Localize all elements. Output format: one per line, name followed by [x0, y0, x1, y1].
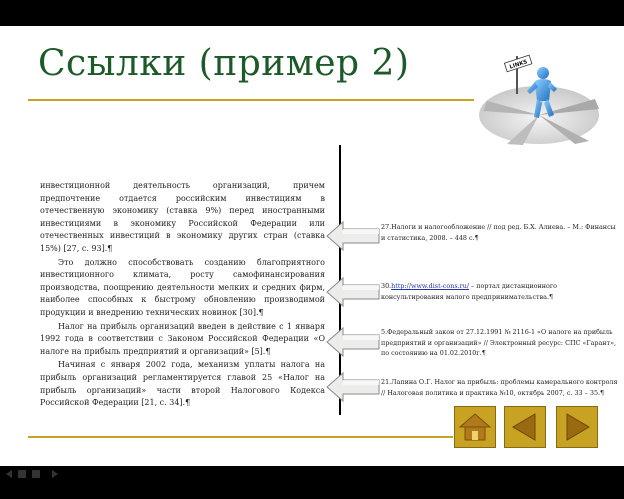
- bottom-black-band: [0, 466, 624, 499]
- reference-text: – портал дистанционного консультирования малого предпринимательства.¶: [381, 282, 558, 301]
- arrow-callout-icon: [325, 276, 381, 308]
- paragraph: Налог на прибыль организаций введен в действие с 1 января 1992 года в соответствии с Законом Российской Федерации «О налоге на прибыль предприятий и организаций» [5].¶: [40, 321, 325, 356]
- triangle-right-icon: [557, 407, 597, 447]
- reference-number: 27.: [381, 223, 392, 231]
- reference-number: 21.: [381, 378, 392, 386]
- reference-number: 5.: [381, 328, 388, 336]
- home-button[interactable]: [454, 406, 496, 448]
- sign-links-text: LINKS: [508, 59, 529, 71]
- paragraph: инвестиционной деятельность организаций, причем предпочтение отдается российским инвестициям в отечественную экономику (ставка 9%) перед иностранными инвестициями в экономику Российской Федерации или отечественных инвестиций в экономику других стран (ставка 15%) [27, с. 93].¶: [40, 181, 325, 253]
- reference-number: 30.: [381, 282, 392, 290]
- slide: [0, 26, 624, 466]
- arrow-callout-icon: [325, 371, 381, 403]
- reference-text: Налоги и налогообложение // под ред. Б.Х. Алиева. – М.: Финансы и статистика, 2008. – 448 с.¶: [381, 223, 616, 242]
- slide-title: Ссылки (пример 2): [38, 43, 410, 84]
- arrow-callout-icon: [325, 326, 381, 358]
- reference-entry: [381, 222, 621, 243]
- next-slide-button[interactable]: [556, 406, 598, 448]
- reference-entry: [381, 327, 621, 359]
- paragraph: Это должно способствовать созданию благоприятного инвестиционного климата, росту самофинансирования производства, поощрению деятельности мелких и средних фирм, наиболее способных к быстрому обновлению производимой продукции и внедрению технических новинок [30].¶: [40, 257, 325, 317]
- triangle-left-icon: [505, 407, 545, 447]
- reference-link[interactable]: http://www.dist-cons.ru/: [391, 282, 469, 290]
- reference-text: Лапина О.Г. Налог на прибыль: проблемы камерального контроля // Налоговая политика и практика №10, октябрь 2007, с. 33 – 35.¶: [381, 378, 618, 397]
- previous-slide-button[interactable]: [504, 406, 546, 448]
- title-underline: [28, 99, 474, 101]
- slideshow-controls-icon[interactable]: [4, 468, 74, 480]
- paragraph: Начиная с января 2002 года, механизм уплаты налога на прибыль организаций регламентируется главой 25 «Налог на прибыль организаций» части второй Налогового Кодекса Российской Федерации [21, с. 34].¶: [40, 360, 325, 408]
- arrow-callout-icon: [325, 220, 381, 252]
- reference-text: Федеральный закон от 27.12.1991 № 2116-1 «О налоге на прибыль предприятий и организаций» // Электронный ресурс: СПС «Гарант», по состоянию на 01.02.2010г.¶: [381, 328, 617, 357]
- top-black-band: [0, 0, 624, 26]
- reference-entry: [381, 281, 621, 302]
- home-icon: [455, 407, 495, 447]
- reference-entry: [381, 377, 621, 398]
- footer-divider: [28, 436, 453, 438]
- links-crossroads-illustration: [477, 49, 602, 147]
- document-excerpt: [40, 180, 325, 411]
